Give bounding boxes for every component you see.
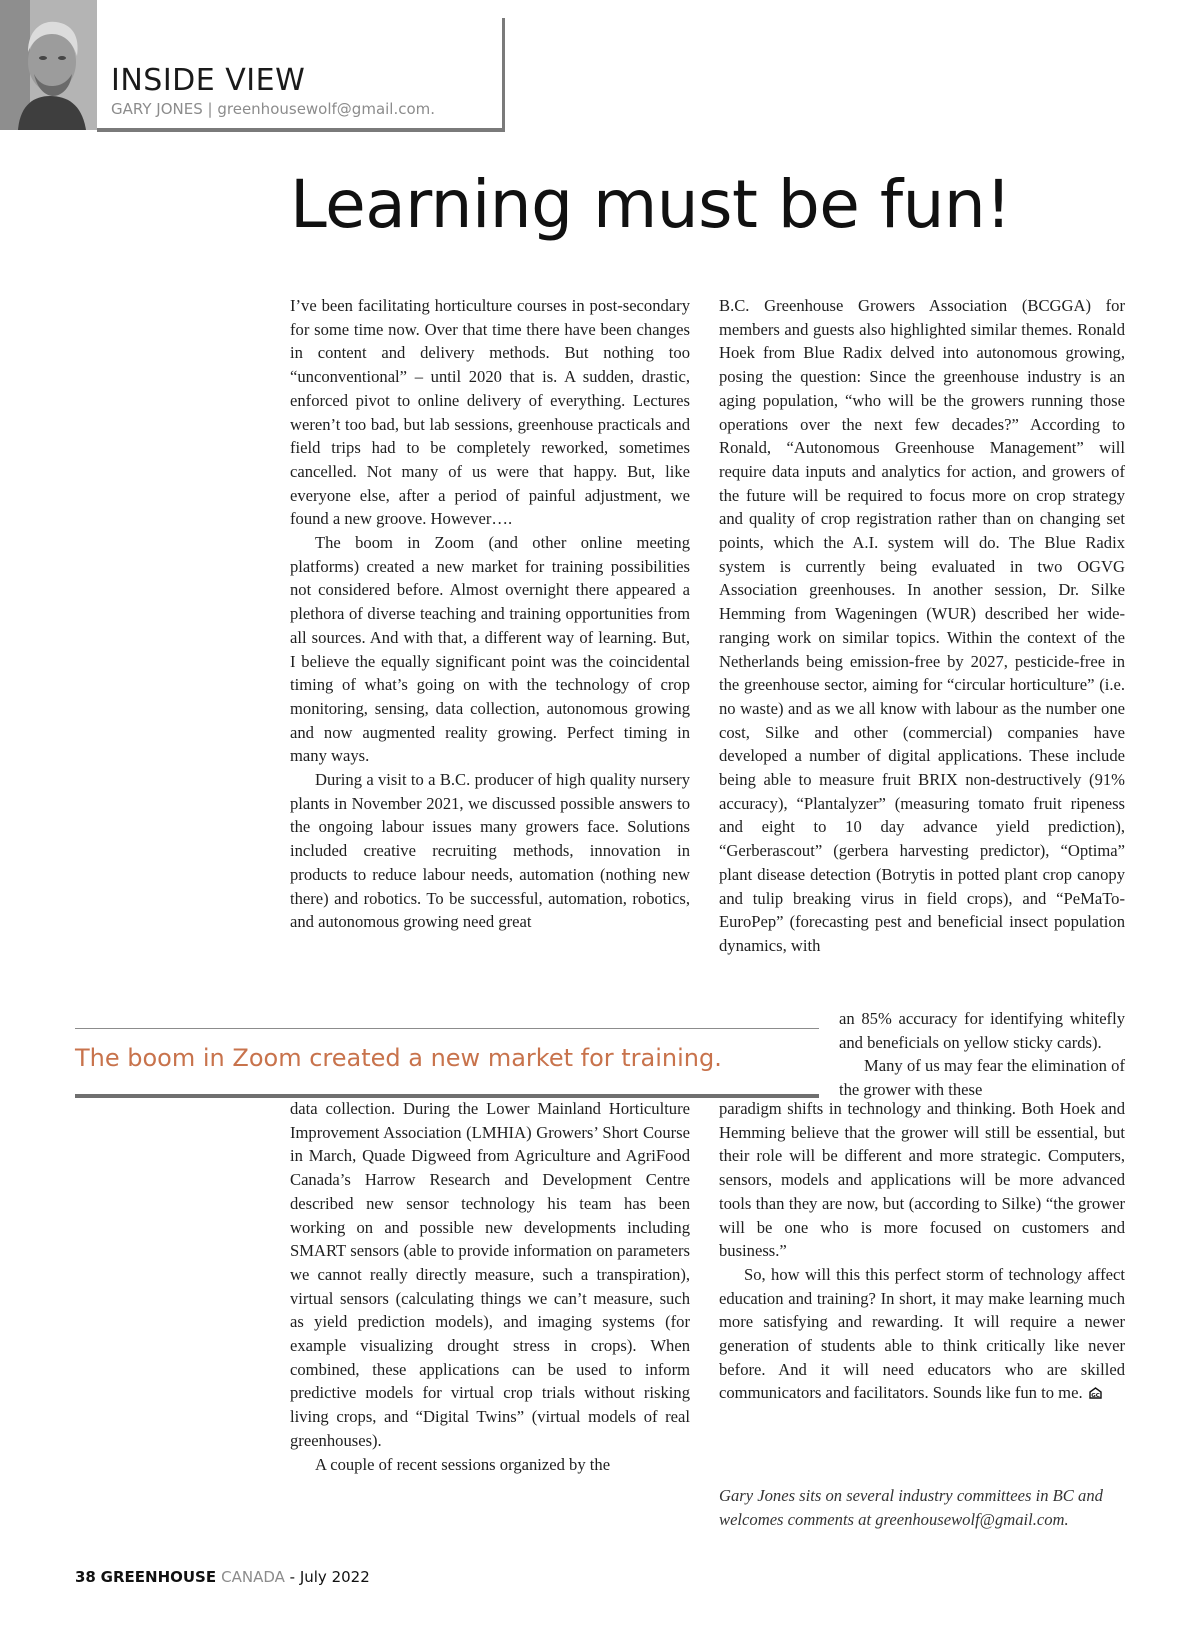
closing-paragraph-text: So, how will this this perfect storm of technology affect education and training? In short, it may make learning much more satisfying and rewarding. It will require a newer generation of students able to think critically like never before. And it will need educators who are skilled communicators and facilitators. Sounds like fun to me. (719, 1264, 1125, 1403)
paragraph: A couple of recent sessions organized by the (315, 1454, 611, 1474)
author-name: GARY JONES (111, 100, 203, 118)
page-footer (75, 1568, 370, 1586)
header-rule-vertical (502, 18, 505, 131)
paragraph: data collection. During the Lower Mainland Horticulture Improvement Association (LMHIA) Growers’ Short Course in March, Quade Digweed from Agriculture and AgriFood Canada’s Harrow Research and Development Centre described new sensor technology his team has been working on and possible new developments including SMART sensors (able to provide information on parameters we cannot really directly measure, such a transpiration), virtual sensors (calculating things we can’t measure, such as yield prediction models), and imaging systems (for example visualizing drought stress in crops). When combined, these applications can be used to inform predictive models for virtual crop trials without risking living crops, and “Digital Twins” (virtual models of real greenhouses). (290, 1099, 690, 1450)
svg-text:GC: GC (1090, 1393, 1100, 1400)
author-bio: Gary Jones sits on several industry committees in BC and welcomes comments at greenhousewolf@gmail.com. (719, 1486, 1103, 1529)
paragraph (719, 1263, 1125, 1405)
issue-date: - July 2022 (289, 1568, 370, 1586)
paragraph: I’ve been facilitating horticulture courses in post-secondary for some time now. Over that time there have been changes in content and delivery methods. But nothing too “unconventional” – until 2020 that is. A sudden, drastic, enforced pivot to online delivery of everything. Lectures weren’t too bad, but lab sessions, greenhouse practicals and field trips had to be completely reworked, sometimes cancelled. Not many of us were that happy. But, like everyone else, after a period of painful adjustment, we found a new groove. However…. (290, 296, 690, 529)
headline: Learning must be fun! (290, 166, 1012, 243)
byline (111, 102, 435, 117)
paragraph: B.C. Greenhouse Growers Association (BCGGA) for members and guests also highlighted similar themes. Ronald Hoek from Blue Radix delved into autonomous growing, posing the question: Since the greenhouse industry is an aging population, “who will be the growers running those operations over the next few decades?” According to Ronald, “Autonomous Greenhouse Management” will require data inputs and analytics for action, and growers of the future will be required to focus more on crop strategy and quality of crop registration rather than on changing set points, which the A.I. system will do. The Blue Radix system is currently being evaluated in two OGVG Association greenhouses. In another session, Dr. Silke Hemming from Wageningen (WUR) described her wide-ranging work on similar topics. Within the context of the Netherlands being emission-free by 2027, pesticide-free in the greenhouse sector, aiming for “circular horticulture” (i.e. no waste) and as we all know with labour as the number one cost, Silke and other (commercial) companies have developed a number of digital applications. These include being able to measure fruit BRIX non-destructively (91% accuracy), “Plantalyzer” (measuring tomato fruit ripeness and eight to 10 day advance yield prediction), “Gerberascout” (gerbera harvesting predictor), “Optima” plant disease detection (Botrytis in potted plant crop canopy and tulip breaking virus in field crops), and “PeMaTo-EuroPep” (forecasting pest and beneficial insect population dynamics, with (719, 296, 1125, 955)
pull-quote: The boom in Zoom created a new market for training. (75, 1044, 722, 1072)
author-email: greenhousewolf@gmail.com. (217, 100, 436, 118)
greenhouse-canada-logo-icon (1089, 1387, 1102, 1399)
column-2-top (719, 294, 1125, 958)
column-2-middle (839, 1007, 1125, 1102)
page-number: 38 (75, 1568, 96, 1586)
paragraph: The boom in Zoom (and other online meeting platforms) created a new market for training possibilities not considered before. Almost overnight there appeared a plethora of diverse teaching and training opportunities from all sources. And with that, a different way of learning. But, I believe the equally significant point was the coincidental timing of what’s going on with the technology of crop monitoring, sensing, data collection, autonomous growing and now augmented reality growing. Perfect timing in many ways. (290, 533, 690, 766)
column-2-bottom (719, 1097, 1125, 1405)
byline-separator: | (207, 100, 213, 118)
column-1-top (290, 294, 690, 934)
paragraph: Many of us may fear the elimination of the grower with these (839, 1056, 1125, 1100)
publication-name: GREENHOUSE (100, 1568, 217, 1586)
column-1-bottom (290, 1097, 690, 1476)
paragraph: paradigm shifts in technology and thinking. Both Hoek and Hemming believe that the grower will still be essential, but their role will be different and more strategic. Computers, sensors, models and applications will be more advanced tools than they are now, but (according to Silke) “the grower will be one who is more focused on customers and business.” (719, 1099, 1125, 1261)
publication-name-light: CANADA (221, 1568, 285, 1586)
paragraph: an 85% accuracy for identifying whitefly and beneficials on yellow sticky cards). (839, 1009, 1125, 1052)
column-label: INSIDE VIEW (111, 63, 306, 98)
author-photo (0, 0, 97, 130)
paragraph: During a visit to a B.C. producer of high quality nursery plants in November 2021, we discussed possible answers to the ongoing labour issues many growers face. Solutions included creative recruiting methods, innovation in products to reduce labour needs, automation (nothing new there) and robotics. To be successful, automation, robotics, and autonomous growing need great (290, 770, 690, 932)
header-rule-horizontal (97, 128, 505, 132)
pull-quote-rule-top (75, 1028, 819, 1029)
